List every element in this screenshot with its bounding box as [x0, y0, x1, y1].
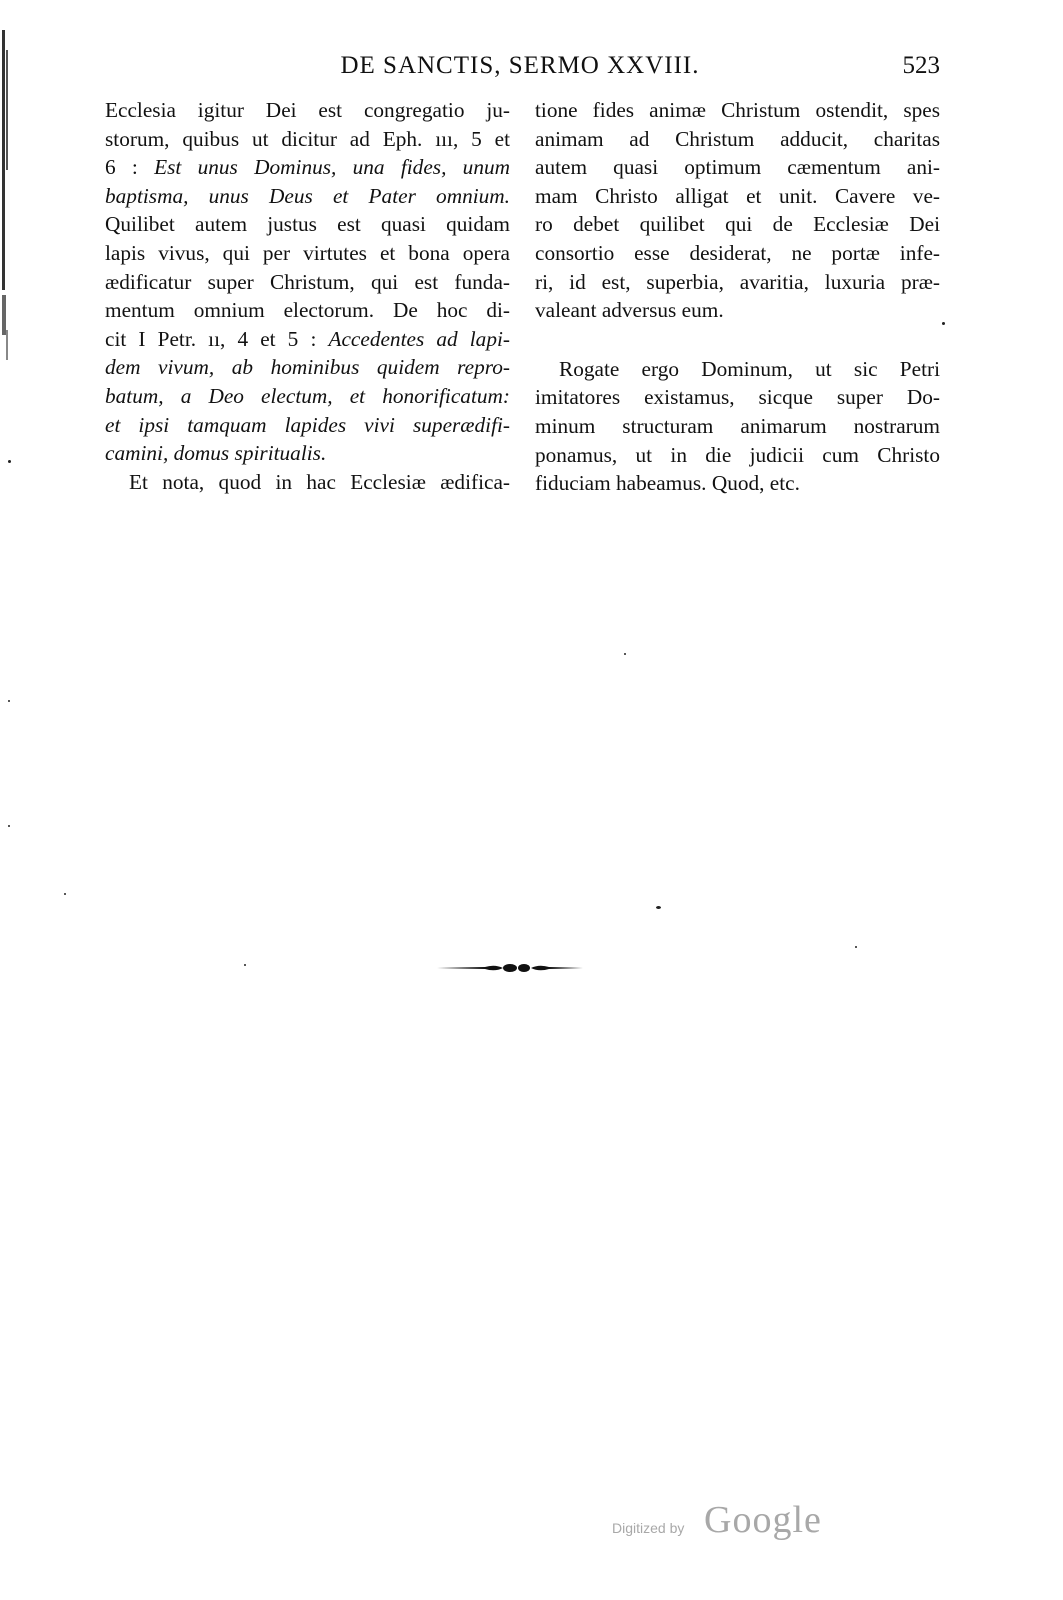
paragraph-closing [535, 355, 940, 498]
text-segment: ri, id est, superbia, avaritia, luxuria præ- [535, 269, 940, 294]
italic-quote: camini, domus spiritualis. [105, 441, 327, 466]
italic-quote: baptisma, unus Deus et Pater omnium. [105, 183, 510, 208]
text-line [535, 96, 940, 125]
running-title: DE SANCTIS, SERMO XXVIII. [340, 52, 700, 79]
text-line [105, 353, 510, 382]
text-line [535, 412, 940, 441]
text-segment: cit I Petr. ıı, 4 et 5 : [105, 326, 329, 351]
end-ornament [435, 958, 585, 978]
scan-speck [8, 825, 10, 827]
text-line [105, 468, 510, 497]
text-segment: ro debet quilibet qui de Ecclesiæ Dei [535, 212, 940, 237]
text-line [535, 210, 940, 239]
scan-speck [942, 322, 945, 325]
text-segment: consortio esse desiderat, ne portæ infe- [535, 240, 940, 265]
text-segment: ædificatur super Christum, qui est funda- [105, 269, 510, 294]
text-line [535, 182, 940, 211]
scan-speck [8, 700, 10, 702]
text-segment: mentum omnium electorum. De hoc di- [105, 298, 510, 323]
text-line [105, 411, 510, 440]
text-segment: lapis vivus, qui per virtutes et bona opera [105, 240, 510, 265]
italic-quote: dem vivum, ab hominibus quidem repro- [105, 355, 510, 380]
scan-speck [8, 460, 11, 463]
text-segment: valeant adversus eum. [535, 298, 724, 323]
text-line [105, 325, 510, 354]
text-segment: minum structuram animarum nostrarum [535, 413, 940, 438]
text-line [105, 153, 510, 182]
text-segment: 6 : [105, 155, 155, 180]
paragraph-gap [535, 325, 940, 355]
text-segment: Rogate ergo Dominum, ut sic Petri [559, 356, 940, 381]
italic-quote: Accedentes ad lapi- [328, 326, 510, 351]
scan-speck [855, 946, 857, 948]
text-line [535, 383, 940, 412]
text-segment: storum, quibus ut dicitur ad Eph. ııı, 5 et [105, 126, 510, 151]
text-line [535, 355, 940, 384]
text-line [105, 182, 510, 211]
text-line [535, 441, 940, 470]
italic-quote: et ipsi tamquam lapides vivi superædifi- [105, 412, 510, 437]
text-line [535, 469, 940, 498]
scan-edge-noise [0, 30, 14, 450]
text-line [105, 239, 510, 268]
scan-speck [656, 906, 661, 909]
text-segment: Et nota, quod in hac Ecclesiæ ædifica- [129, 469, 510, 494]
text-segment: tione fides animæ Christum ostendit, spes [535, 98, 940, 122]
text-segment: fiduciam habeamus. Quod, etc. [535, 471, 800, 496]
text-segment: animam ad Christum adducit, charitas [535, 126, 940, 151]
text-column-left [105, 96, 510, 496]
text-line [535, 268, 940, 297]
text-segment: Quilibet autem justus est quasi quidam [105, 212, 510, 237]
page-number: 523 [902, 52, 940, 79]
italic-quote: batum, a Deo electum, et honorificatum: [105, 383, 510, 408]
text-line [105, 439, 510, 468]
paragraph-continuation [535, 96, 940, 325]
digitized-by-text: Digitized by [612, 1520, 685, 1536]
text-line [105, 296, 510, 325]
text-segment: mam Christo alligat et unit. Cavere ve- [535, 183, 940, 208]
text-line [535, 125, 940, 154]
text-line [105, 382, 510, 411]
italic-quote: Est unus Dominus, una fides, unum [154, 155, 510, 180]
page-header [100, 52, 940, 86]
text-line [105, 268, 510, 297]
scan-speck [244, 964, 246, 966]
google-logo-text: Google [704, 1499, 822, 1541]
scan-speck [64, 893, 66, 895]
scan-speck [624, 653, 626, 655]
text-column-right [535, 96, 940, 498]
text-segment: imitatores existamus, sicque super Do- [535, 385, 940, 410]
text-line [535, 153, 940, 182]
text-line [105, 125, 510, 154]
text-segment: autem quasi optimum cæmentum ani- [535, 155, 940, 180]
text-line [535, 296, 940, 325]
text-line [105, 210, 510, 239]
text-line [535, 239, 940, 268]
text-line [105, 96, 510, 125]
text-segment: ponamus, ut in die judicii cum Christo [535, 442, 940, 467]
text-segment: Ecclesia igitur Dei est congregatio ju- [105, 98, 510, 122]
